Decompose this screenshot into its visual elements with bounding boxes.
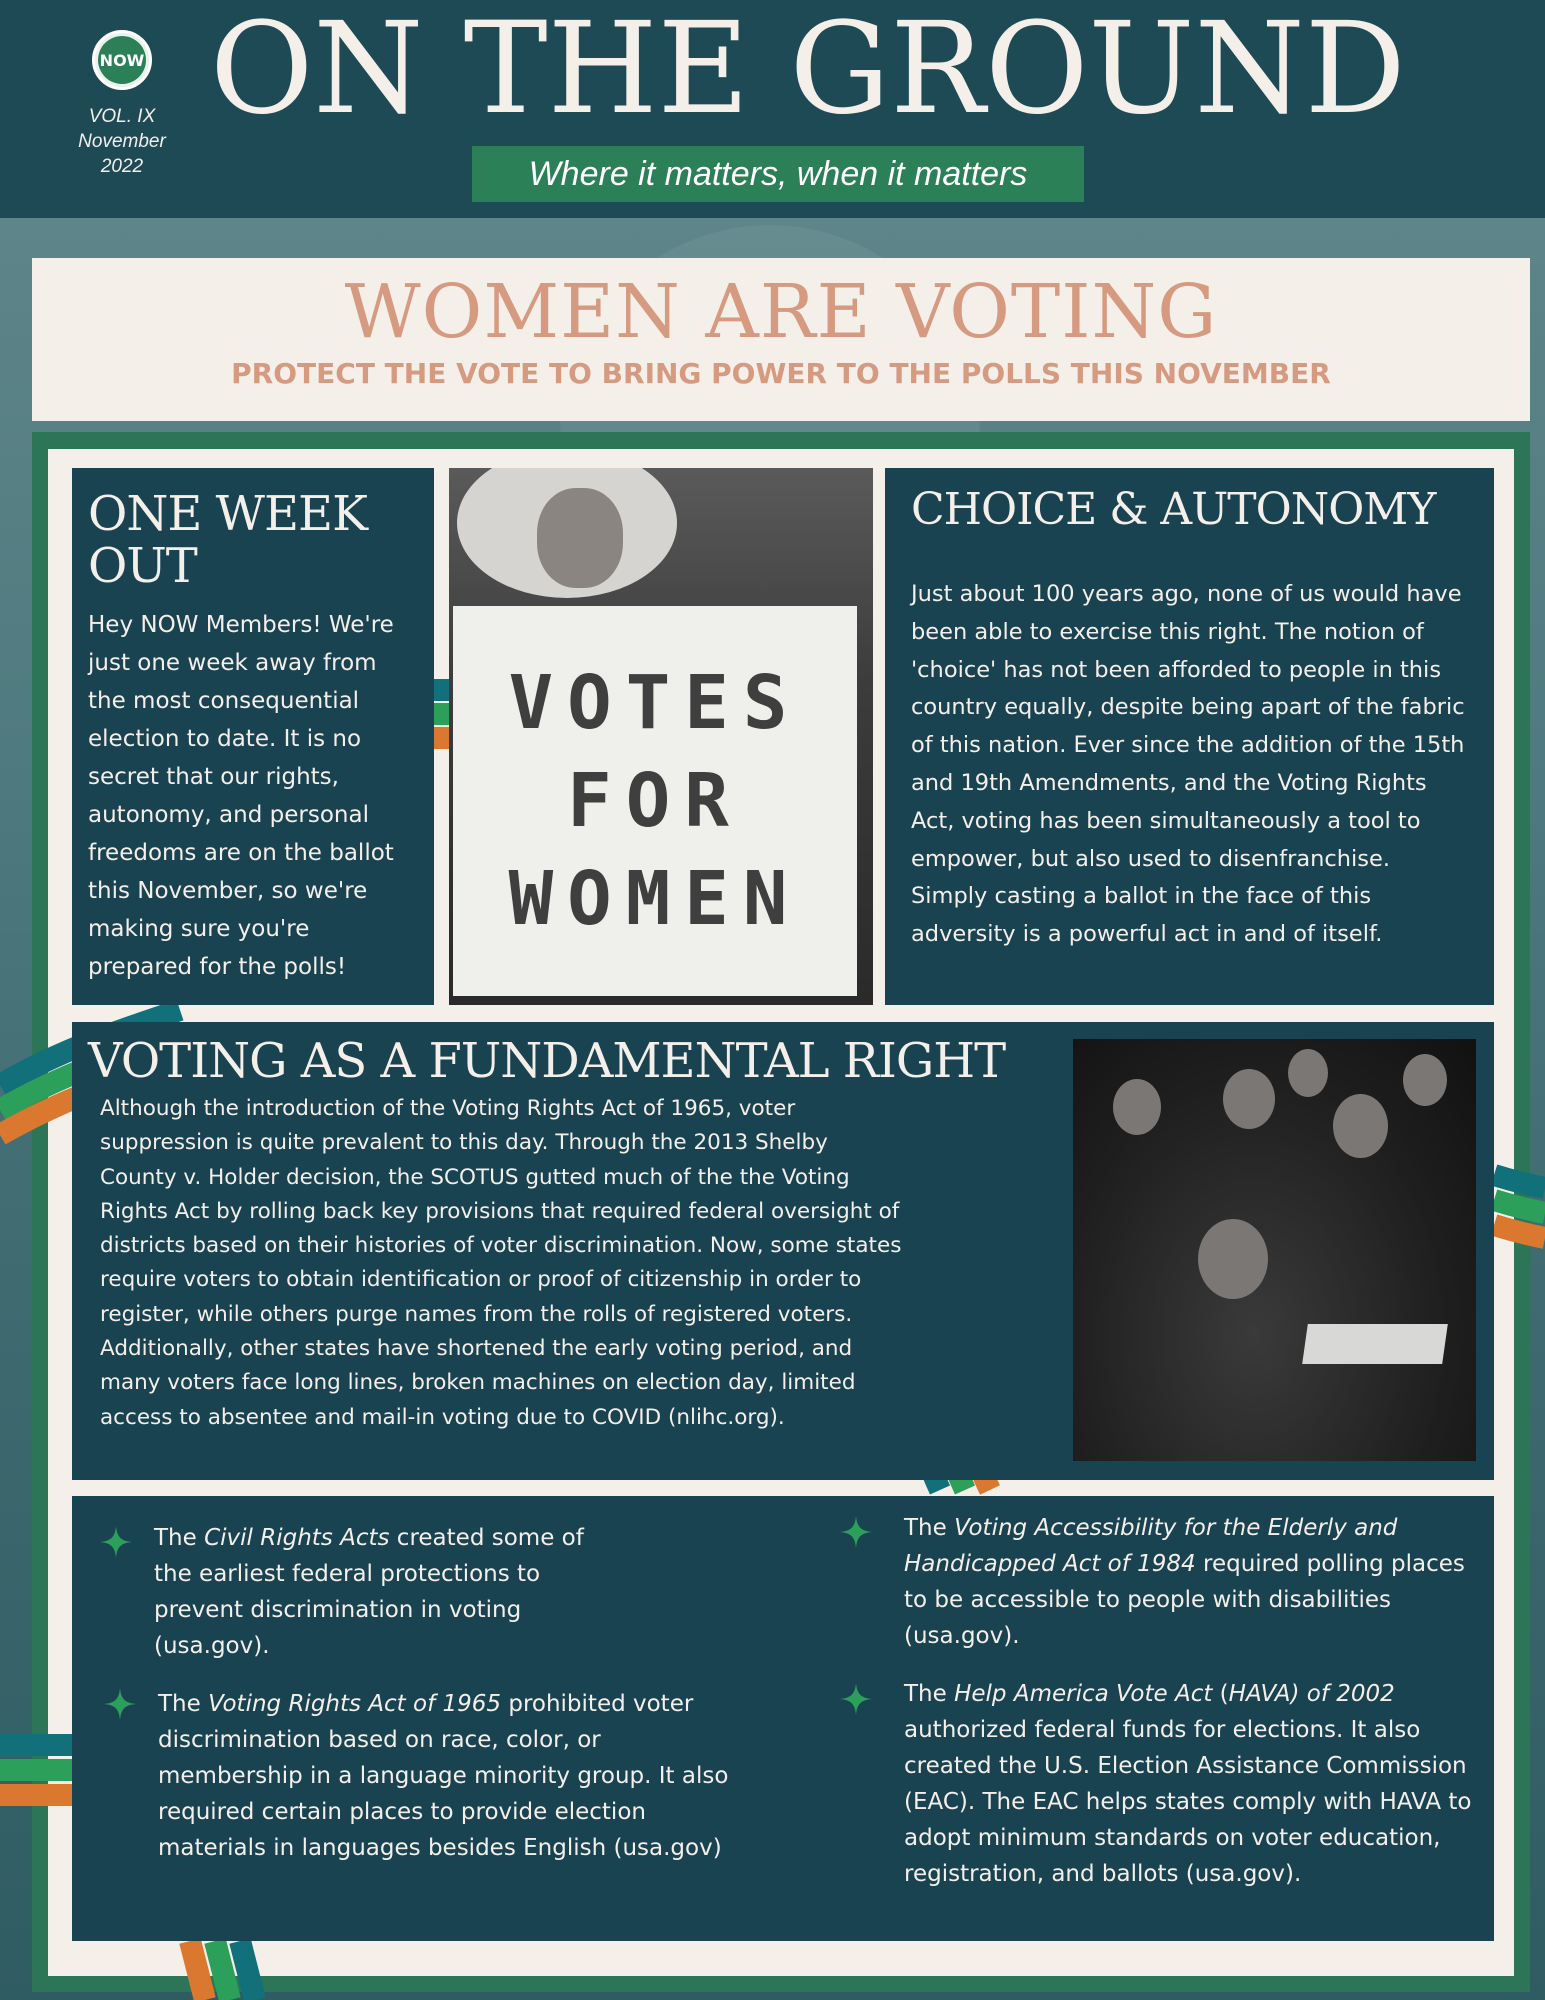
protest-sign (453, 606, 857, 996)
fact-voting-accessibility-act-1984: The Voting Accessibility for the Elderly and Handicapped Act of 1984 required polling places to be accessible to people with disabilities (usa.gov). (904, 1515, 1465, 1649)
person-head (1198, 1219, 1268, 1299)
facts-panel (72, 1496, 1494, 1941)
masthead (0, 0, 1545, 218)
sparkle-icon (102, 1686, 138, 1722)
choice-autonomy-panel (885, 468, 1494, 1005)
sparkle-icon (838, 1681, 874, 1717)
sparkle-icon (98, 1524, 134, 1560)
banner-subtitle: PROTECT THE VOTE TO BRING POWER TO THE POLLS THIS NOVEMBER (231, 357, 1331, 390)
fundamental-body: Although the introduction of the Voting Rights Act of 1965, voter suppression is quite prevalent to this day. Through the 2013 Shelby County v. Holder decision, the SCOTUS gutted much of the the Voting Rights Act by rolling back key provisions that required federal oversight of districts based on their histories of voter discrimination. Now, some states require voters to obtain identification or proof of citizenship in order to register, while others purge names from the rolls of registered voters. Additionally, other states have shortened the early voting period, and many voters face long lines, broken machines on election day, limited access to absentee and mail-in voting due to COVID (nlihc.org). (100, 1096, 902, 1430)
headline-banner (32, 258, 1530, 421)
person-head (1113, 1079, 1161, 1135)
tagline: Where it matters, when it matters (472, 146, 1084, 202)
paper-on-desk (1302, 1324, 1448, 1364)
sign-line-1: VOTES (508, 660, 802, 746)
sparkle-icon (838, 1514, 874, 1550)
fact-help-america-vote-act: The Help America Vote Act (HAVA) of 2002 authorized federal funds for elections. It also created the U.S. Election Assistance Commission (EAC). The EAC helps states comply with HAVA to adopt minimum standards on voter education, registration, and ballots (usa.gov). (904, 1681, 1472, 1887)
volume-label: VOL. IX (88, 106, 156, 127)
fundamental-heading: VOTING AS A FUNDAMENTAL RIGHT (88, 1033, 1006, 1089)
choice-body: Just about 100 years ago, none of us would have been able to exercise this right. The notion of 'choice' has not been afforded to people in this country equally, despite being apart of the fabric of this nation. Ever since the addition of the 15th and 19th Amendments, and the Voting Rights Act, voting has been simultaneously a tool to empower, but also used to disenfranchise. Simply casting a ballot in the face of this adversity is a powerful act in and of itself. (911, 581, 1465, 948)
person-head (1223, 1069, 1275, 1129)
voting-rights-act-signing-photo (1073, 1039, 1476, 1461)
suffragist-face (537, 488, 623, 588)
year-label: 2022 (100, 156, 144, 177)
svg-text:NOW: NOW (99, 51, 145, 70)
fact-civil-rights-acts: The Civil Rights Acts created some of the earliest federal protections to prevent discrimination in voting (usa.gov). (154, 1525, 584, 1659)
votes-for-women-photo (449, 468, 873, 1005)
choice-heading: CHOICE & AUTONOMY (911, 484, 1436, 535)
one-week-heading: ONE WEEK OUT (88, 486, 367, 594)
fact-voting-rights-act-1965: The Voting Rights Act of 1965 prohibited voter discrimination based on race, color, or membership in a language minority group. It also required certain places to provide election materials in languages besides English (usa.gov) (158, 1691, 729, 1861)
sign-line-3: WOMEN (508, 856, 802, 942)
one-week-body: Hey NOW Members! We're just one week away from the most consequential election to date. It is no secret that our rights, autonomy, and personal freedoms are on the ballot this November, so we're making sure you're prepared for the polls! (88, 612, 394, 980)
newsletter-title: ON THE GROUND (210, 0, 1406, 142)
issue-info (56, 104, 188, 179)
person-head (1288, 1049, 1328, 1097)
banner-title: WOMEN ARE VOTING (344, 269, 1218, 355)
person-head (1403, 1054, 1447, 1106)
month-label: November (78, 131, 166, 152)
one-week-out-panel (72, 468, 434, 1005)
person-head (1333, 1094, 1388, 1158)
now-logo (92, 30, 152, 90)
sign-line-2: FOR (567, 758, 743, 844)
